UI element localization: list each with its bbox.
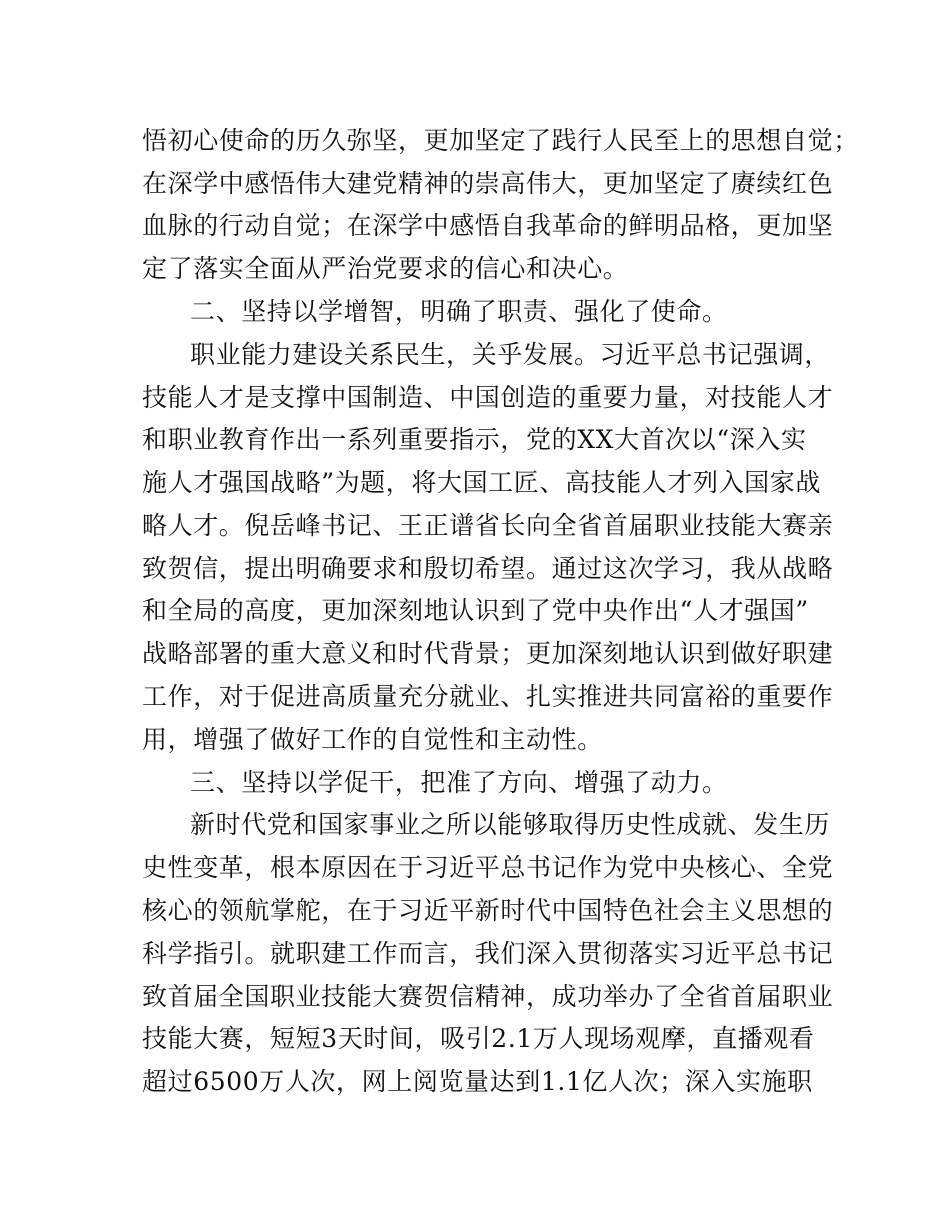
paragraph-line: 超过6500万人次，网上阅览量达到1.1亿人次；深入实施职	[142, 1067, 813, 1096]
paragraph-line: 在深学中感悟伟大建党精神的崇高伟大，更加坚定了赓续红色	[142, 169, 834, 198]
paragraph-line: 悟初心使命的历久弥坚，更加坚定了践行人民至上的思想自觉；	[142, 126, 859, 155]
paragraph-line: 战略部署的重大意义和时代背景；更加深刻地认识到做好职建	[142, 639, 834, 668]
paragraph-line: 定了落实全面从严治党要求的信心和决心。	[142, 254, 629, 283]
paragraph-line: 和职业教育作出一系列重要指示，党的XX大首次以“深入实	[142, 425, 807, 454]
paragraph-line: 和全局的高度，更加深刻地认识到了党中央作出“人才强国”	[142, 596, 809, 625]
section-heading: 三、坚持以学促干，把准了方向、增强了动力。	[190, 768, 728, 797]
paragraph-line: 略人才。倪岳峰书记、王正谱省长向全省首届职业技能大赛亲	[142, 511, 834, 540]
paragraph-line: 史性变革，根本原因在于习近平总书记作为党中央核心、全党	[142, 853, 834, 882]
paragraph-line: 工作，对于促进高质量充分就业、扎实推进共同富裕的重要作	[142, 682, 834, 711]
paragraph-line: 技能大赛，短短3天时间，吸引2.1万人现场观摩，直播观看	[142, 1024, 815, 1053]
section-heading: 二、坚持以学增智，明确了职责、强化了使命。	[190, 297, 728, 326]
paragraph-line: 新时代党和国家事业之所以能够取得历史性成就、发生历	[190, 810, 831, 839]
paragraph-line: 致贺信，提出明确要求和殷切希望。通过这次学习，我从战略	[142, 554, 834, 583]
paragraph-line: 血脉的行动自觉；在深学中感悟自我革命的鲜明品格，更加坚	[142, 211, 834, 240]
paragraph-line: 核心的领航掌舵，在于习近平新时代中国特色社会主义思想的	[142, 896, 834, 925]
paragraph-line: 致首届全国职业技能大赛贺信精神，成功举办了全省首届职业	[142, 982, 834, 1011]
paragraph-line: 用，增强了做好工作的自觉性和主动性。	[142, 725, 603, 754]
paragraph-line: 技能人才是支撑中国制造、中国创造的重要力量，对技能人才	[142, 383, 834, 412]
paragraph-line: 科学指引。就职建工作而言，我们深入贯彻落实习近平总书记	[142, 939, 834, 968]
paragraph-line: 施人才强国战略”为题，将大国工匠、高技能人才列入国家战	[142, 468, 821, 497]
paragraph-line: 职业能力建设关系民生，关乎发展。习近平总书记强调，	[190, 340, 831, 369]
